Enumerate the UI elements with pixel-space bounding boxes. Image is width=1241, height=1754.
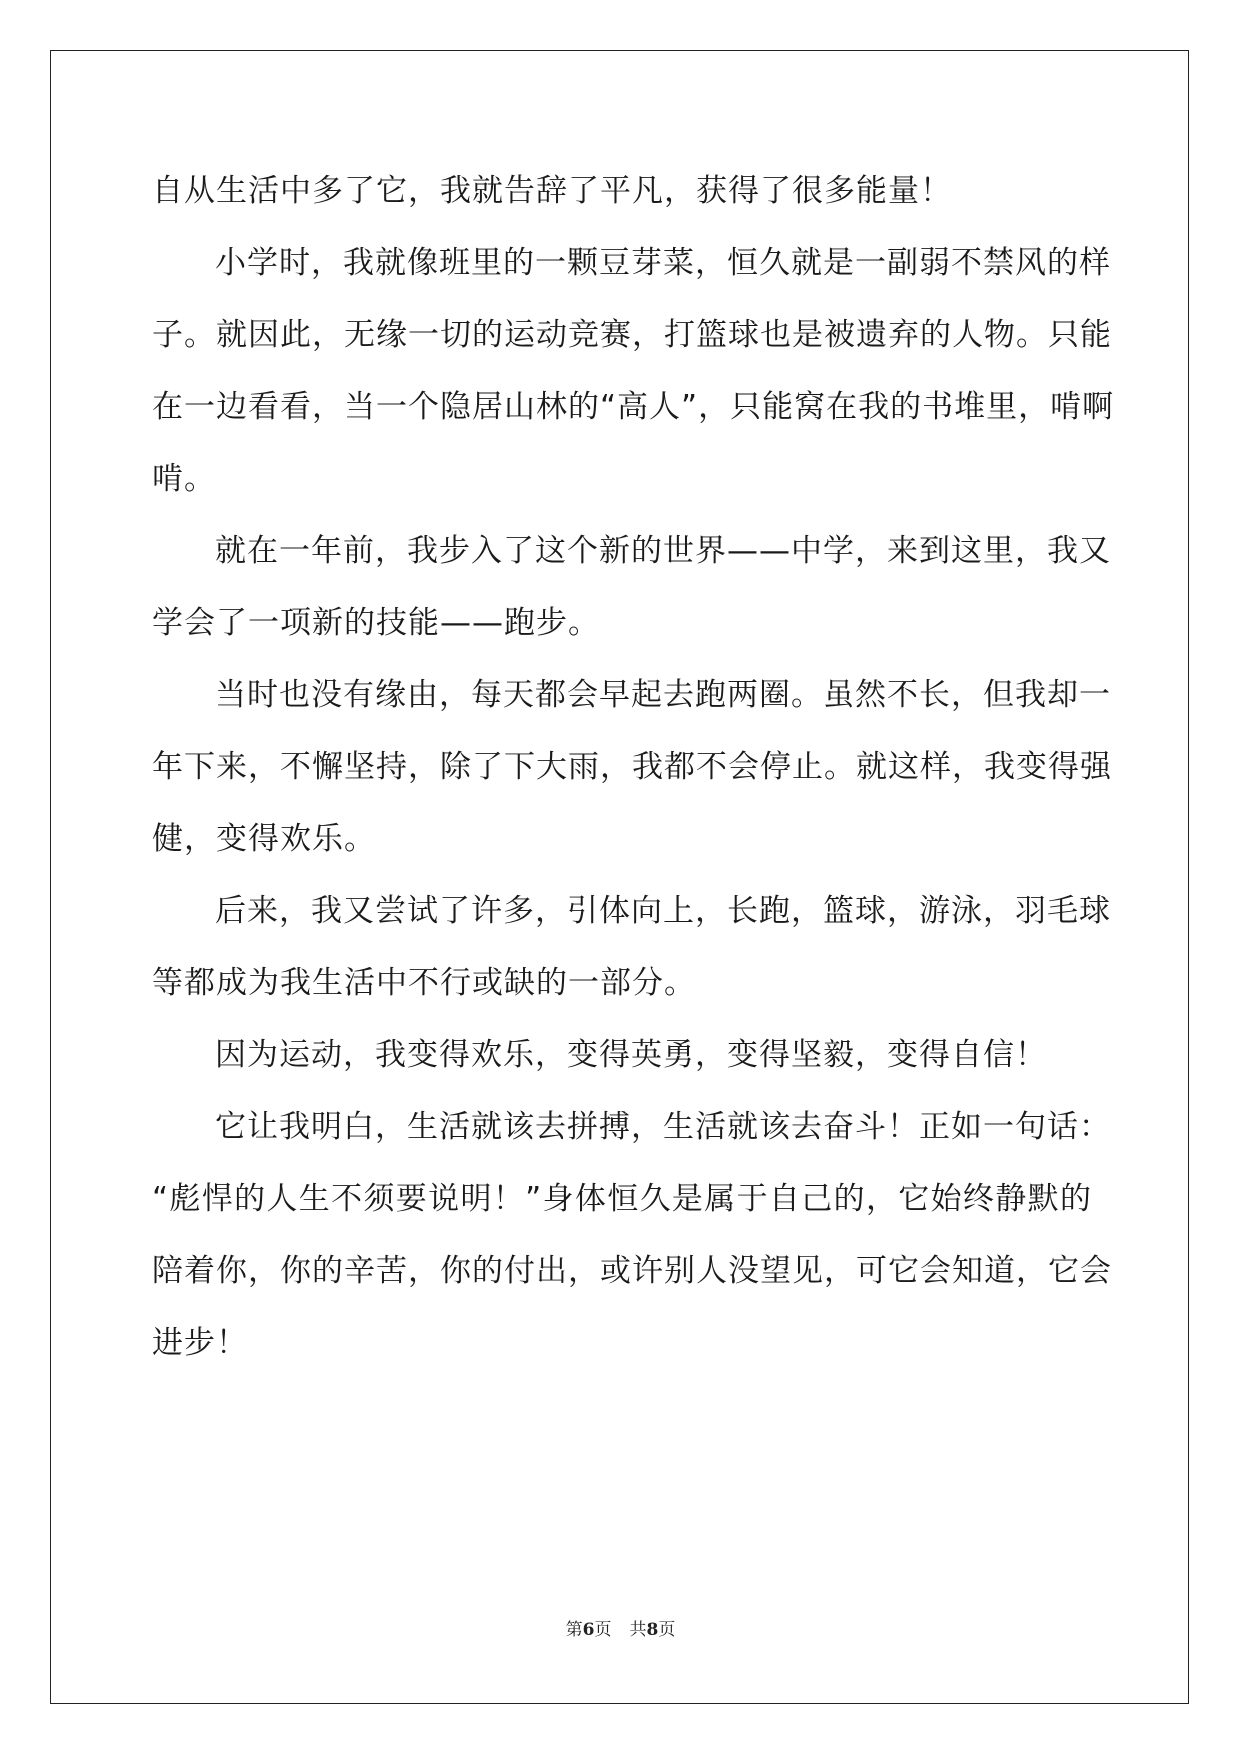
page-footer [0, 1618, 1241, 1642]
text-line: 等都成为我生活中不行或缺的一部分。 [152, 965, 696, 1001]
total-pages: 8 [646, 1620, 659, 1640]
text-line: 后来，我又尝试了许多，引体向上，长跑，篮球，游泳，羽毛球 [215, 893, 1111, 929]
text-line: 当时也没有缘由，每天都会早起去跑两圈。虽然不长，但我却一 [215, 677, 1111, 713]
text-line: 学会了一项新的技能——跑步。 [152, 605, 600, 641]
text-line: 在一边看看，当一个隐居山林的“高人”，只能窝在我的书堆里，啃啊 [152, 389, 1115, 425]
text-line: 年下来，不懈坚持，除了下大雨，我都不会停止。就这样，我变得强 [152, 749, 1112, 785]
total-prefix: 共 [629, 1620, 647, 1640]
text-line: 因为运动，我变得欢乐，变得英勇，变得坚毅，变得自信！ [215, 1037, 1047, 1073]
text-line: 小学时，我就像班里的一颗豆芽菜，恒久就是一副弱不禁风的样 [215, 245, 1111, 281]
text-line: 进步！ [152, 1325, 248, 1361]
page-number: 6 [582, 1620, 595, 1640]
text-line: 健，变得欢乐。 [152, 821, 376, 857]
page-border [50, 50, 1189, 1704]
text-line: 它让我明白，生活就该去拼搏，生活就该去奋斗！正如一句话： [215, 1109, 1111, 1145]
text-line: 子。就因此，无缘一切的运动竞赛，打篮球也是被遗弃的人物。只能 [152, 317, 1112, 353]
text-line: 自从生活中多了它，我就告辞了平凡，获得了很多能量！ [152, 173, 952, 209]
text-line: “彪悍的人生不须要说明！”身体恒久是属于自己的，它始终静默的 [152, 1181, 1092, 1217]
text-line: 陪着你，你的辛苦，你的付出，或许别人没望见，可它会知道，它会 [152, 1253, 1112, 1289]
page-suffix: 页 [594, 1620, 612, 1640]
text-line: 就在一年前，我步入了这个新的世界——中学，来到这里，我又 [215, 533, 1111, 569]
page-prefix: 第 [565, 1620, 583, 1640]
total-suffix: 页 [658, 1620, 676, 1640]
text-line: 啃。 [152, 461, 216, 497]
